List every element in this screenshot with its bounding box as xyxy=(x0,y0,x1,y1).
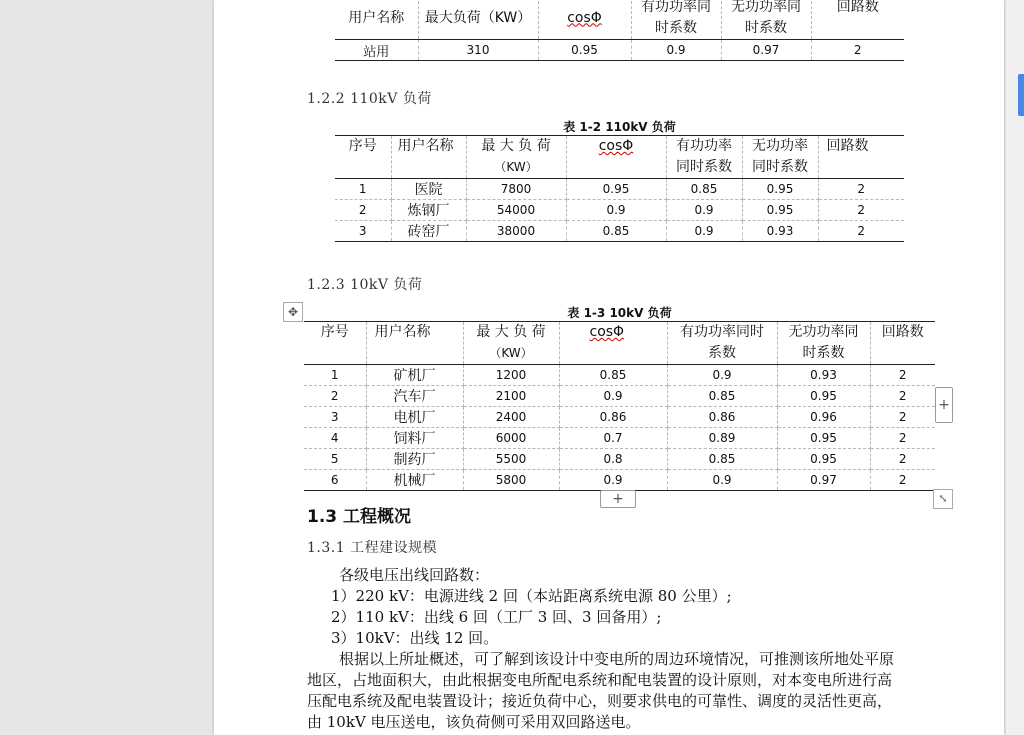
cell: 0.85 xyxy=(667,386,777,407)
cell: 站用 xyxy=(335,40,418,61)
cell: 0.9 xyxy=(666,200,742,221)
header-reactive: 无功功率同 时系数 xyxy=(721,0,811,40)
cell: 矿机厂 xyxy=(366,365,463,386)
cell: 0.9 xyxy=(559,386,667,407)
cell: 0.9 xyxy=(631,40,721,61)
header-cos: cosΦ xyxy=(538,0,631,40)
paragraph-body-line: 地区，占地面积大，由此根据变电所配电系统和配电装置的设计原则，对本变电所进行高 xyxy=(307,671,893,689)
list-item-110kv: 2）110 kV：出线 6 回（工厂 3 回、3 回备用）; xyxy=(331,608,662,626)
table-caption-1-3: 表 1-3 10kV 负荷 xyxy=(567,306,672,320)
header-active: 有功功率同 时系数 xyxy=(631,0,721,40)
cell: 5500 xyxy=(463,449,559,470)
cell: 2 xyxy=(870,449,935,470)
cell: 电机厂 xyxy=(366,407,463,428)
resize-table-icon[interactable]: ⤡ xyxy=(933,489,953,509)
cell: 0.85 xyxy=(559,365,667,386)
cell: 3 xyxy=(304,407,366,428)
table-row xyxy=(304,386,935,407)
header-reactive: 无功功率同 时系数 xyxy=(777,322,870,365)
paragraph-body-line: 压配电系统及配电装置设计；接近负荷中心，则要求供电的可靠性、调度的灵活性更高， xyxy=(307,692,893,710)
header-seq: 序号 xyxy=(304,322,366,365)
cell: 6000 xyxy=(463,428,559,449)
header-active: 有功功率 同时系数 xyxy=(666,136,742,179)
cell: 0.89 xyxy=(667,428,777,449)
cell: 炼钢厂 xyxy=(391,200,466,221)
cell: 2 xyxy=(304,386,366,407)
move-table-icon[interactable]: ✥ xyxy=(283,302,303,322)
cell: 2 xyxy=(870,470,935,491)
cell: 0.95 xyxy=(566,179,666,200)
cell: 0.8 xyxy=(559,449,667,470)
cell: 2400 xyxy=(463,407,559,428)
cell: 0.9 xyxy=(559,470,667,491)
cell: 4 xyxy=(304,428,366,449)
header-cos: cosΦ xyxy=(559,322,667,365)
cell: 1 xyxy=(335,179,391,200)
cell: 医院 xyxy=(391,179,466,200)
cell: 2100 xyxy=(463,386,559,407)
table-row xyxy=(335,200,904,221)
header-seq: 序号 xyxy=(335,136,391,179)
cell: 0.86 xyxy=(559,407,667,428)
cell: 0.95 xyxy=(777,386,870,407)
table-1-2 xyxy=(335,135,904,242)
cell: 制药厂 xyxy=(366,449,463,470)
cell: 0.97 xyxy=(721,40,811,61)
cell: 0.95 xyxy=(742,200,818,221)
cell: 1200 xyxy=(463,365,559,386)
paragraph-body-line: 由 10kV 电压送电，该负荷侧可采用双回路送电。 xyxy=(307,713,641,731)
cell: 0.7 xyxy=(559,428,667,449)
paragraph-body-line: 根据以上所址概述，可了解到该设计中变电所的周边环境情况，可推测该所地处平原 xyxy=(339,650,895,668)
header-user: 用户名称 xyxy=(366,322,463,365)
table-row xyxy=(304,407,935,428)
cell: 砖窑厂 xyxy=(391,221,466,242)
cell: 54000 xyxy=(466,200,566,221)
cell: 0.95 xyxy=(777,428,870,449)
table-row xyxy=(304,449,935,470)
cell: 5800 xyxy=(463,470,559,491)
cell: 2 xyxy=(818,179,904,200)
list-item-220kv: 1）220 kV：电源进线 2 回（本站距离系统电源 80 公里）; xyxy=(331,587,732,605)
table-row xyxy=(304,470,935,491)
cell: 0.85 xyxy=(667,449,777,470)
cell: 0.97 xyxy=(777,470,870,491)
section-heading-1-2-2: 1.2.2 110kV 负荷 xyxy=(307,91,432,107)
section-heading-1-2-3: 1.2.3 10kV 负荷 xyxy=(307,277,423,293)
table-row xyxy=(335,221,904,242)
cell: 0.93 xyxy=(742,221,818,242)
cell: 5 xyxy=(304,449,366,470)
table-row xyxy=(304,365,935,386)
cell: 1 xyxy=(304,365,366,386)
cell: 机械厂 xyxy=(366,470,463,491)
cell: 3 xyxy=(335,221,391,242)
cell: 7800 xyxy=(466,179,566,200)
cell: 2 xyxy=(818,200,904,221)
header-loops: 回路数 xyxy=(870,322,935,365)
cell: 0.95 xyxy=(777,449,870,470)
cell: 2 xyxy=(811,40,904,61)
cell: 0.9 xyxy=(566,200,666,221)
header-user: 用户名称 xyxy=(335,0,418,40)
cell: 0.95 xyxy=(538,40,631,61)
table-row xyxy=(335,179,904,200)
cell: 0.86 xyxy=(667,407,777,428)
header-load: 最大负荷（KW） xyxy=(418,0,538,40)
table-caption-1-2: 表 1-2 110kV 负荷 xyxy=(563,120,676,134)
cell: 2 xyxy=(870,386,935,407)
cell: 6 xyxy=(304,470,366,491)
cell: 2 xyxy=(335,200,391,221)
header-reactive: 无功功率 同时系数 xyxy=(742,136,818,179)
cell: 饲料厂 xyxy=(366,428,463,449)
header-load: 最 大 负 荷 （KW） xyxy=(463,322,559,365)
section-heading-1-3: 1.3 工程概况 xyxy=(307,507,412,527)
cell: 2 xyxy=(870,428,935,449)
cell: 0.9 xyxy=(667,365,777,386)
cell: 汽车厂 xyxy=(366,386,463,407)
header-user: 用户名称 xyxy=(391,136,466,179)
cell: 2 xyxy=(870,407,935,428)
cell: 0.96 xyxy=(777,407,870,428)
table-1-3 xyxy=(304,321,935,491)
add-column-button[interactable]: + xyxy=(935,387,953,423)
table-1-1-partial xyxy=(335,0,904,61)
cell: 0.85 xyxy=(666,179,742,200)
header-active: 有功功率同时 系数 xyxy=(667,322,777,365)
header-loops: 回路数 xyxy=(818,136,904,179)
cell: 0.85 xyxy=(566,221,666,242)
header-cos: cosΦ xyxy=(566,136,666,179)
cell: 0.95 xyxy=(742,179,818,200)
scroll-indicator[interactable] xyxy=(1018,74,1024,116)
cell: 2 xyxy=(818,221,904,242)
cell: 2 xyxy=(870,365,935,386)
cell: 310 xyxy=(418,40,538,61)
add-row-button[interactable]: + xyxy=(600,490,636,508)
cell: 0.93 xyxy=(777,365,870,386)
table-row xyxy=(304,428,935,449)
header-loops: 回路数 xyxy=(811,0,904,40)
cell: 0.9 xyxy=(667,470,777,491)
list-item-10kv: 3）10kV：出线 12 回。 xyxy=(331,629,499,647)
cell: 38000 xyxy=(466,221,566,242)
cell: 0.9 xyxy=(666,221,742,242)
section-heading-1-3-1: 1.3.1 工程建设规模 xyxy=(307,540,438,556)
paragraph-intro: 各级电压出线回路数： xyxy=(339,566,490,584)
header-load: 最 大 负 荷 （KW） xyxy=(466,136,566,179)
